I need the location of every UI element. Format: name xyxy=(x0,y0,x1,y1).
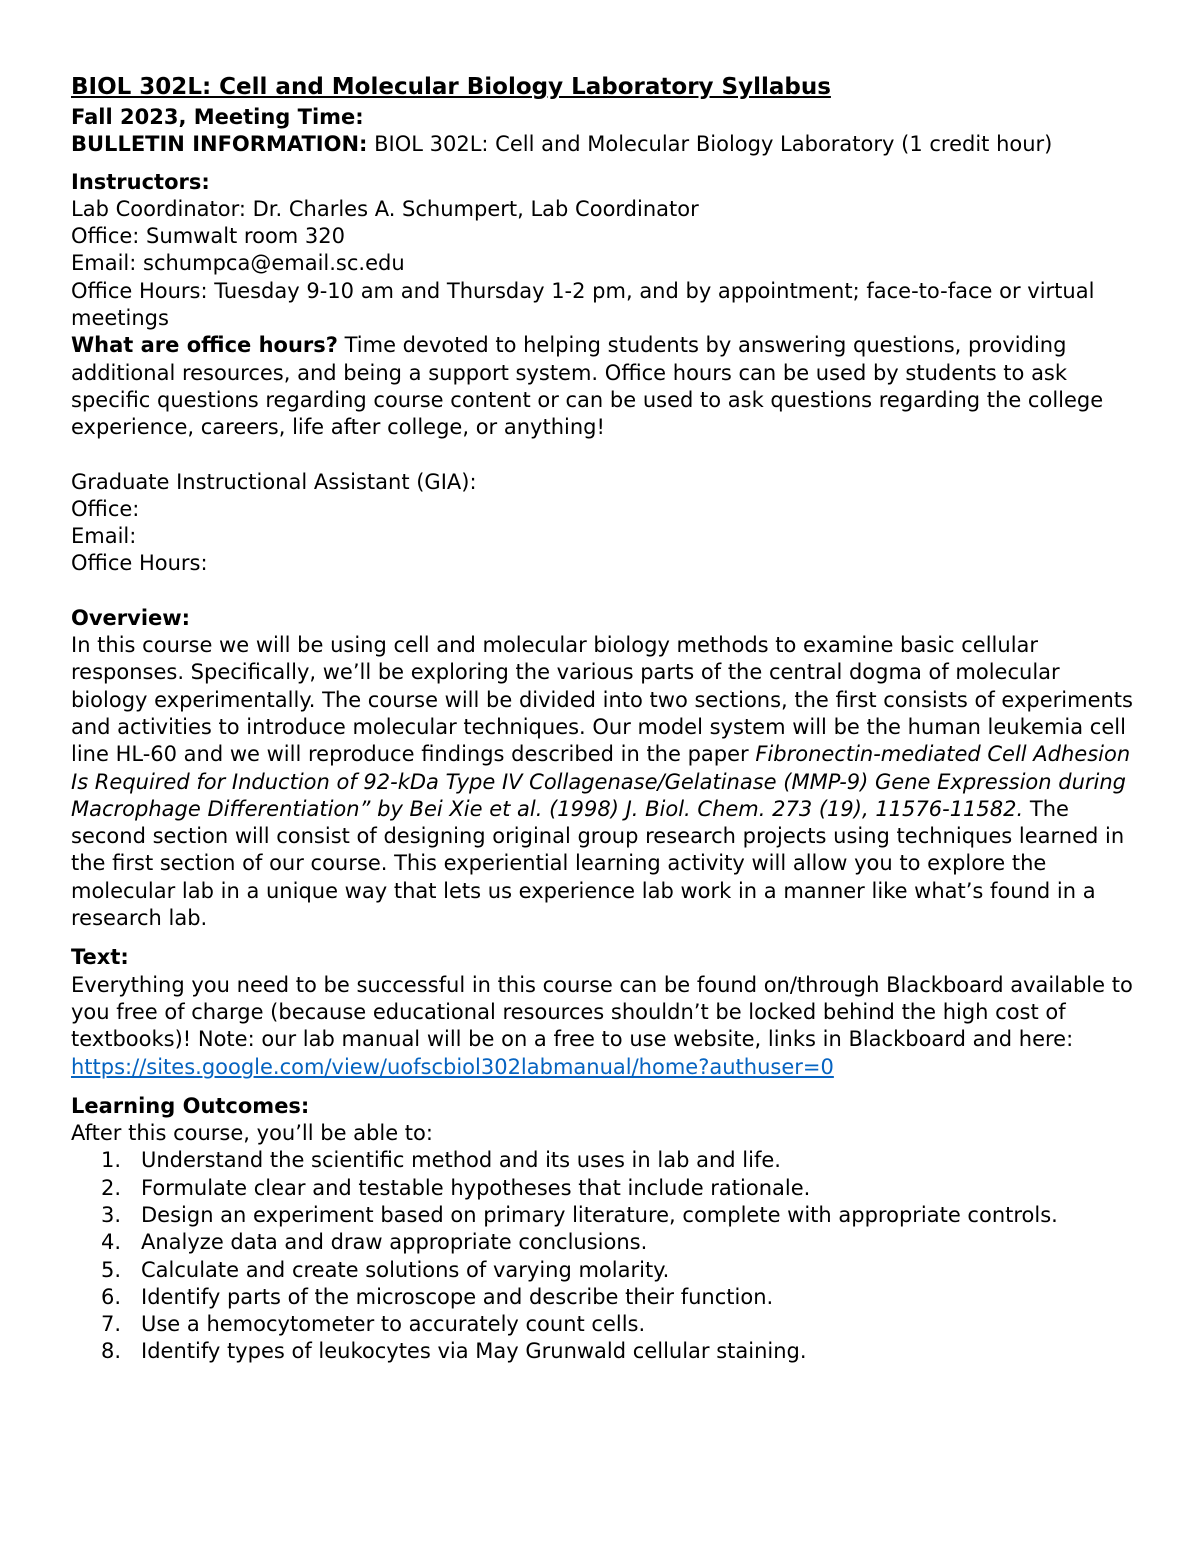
text-paragraph: Everything you need to be successful in this course can be found on/through Blackboard available to you free of charge (because educational resources shouldn’t be locked behind the high cost of textbooks)! Note: our lab manual will be on a free to use website, links in Blackboard and here: xyxy=(71,972,1133,1052)
list-item-text: Formulate clear and testable hypotheses that include rationale. xyxy=(141,1175,811,1200)
office-hours-answer: Time devoted to helping students by answering questions, providing additional resources, and being a support system. Office hours can be used by students to ask specific questions regarding course content or can be used to ask questions regarding the college experience, careers, life after college, or anything! xyxy=(71,333,1104,440)
bulletin-information xyxy=(71,131,1141,158)
overview-text-after: The second section will consist of designing original group research projects using techniques learned in the first section of our course. This experiential learning activity will allow you to explore the molecular lab in a unique way that lets us experience lab work in a manner like what’s found in a research lab. xyxy=(71,796,1125,931)
learning-outcomes-intro: After this course, you’ll be able to: xyxy=(71,1121,433,1146)
list-item xyxy=(101,1202,1141,1229)
instructors-heading: Instructors: xyxy=(71,169,210,194)
instructor-coordinator: Lab Coordinator: Dr. Charles A. Schumpert, Lab Coordinator xyxy=(71,196,699,221)
list-item-text: Identify parts of the microscope and describe their function. xyxy=(141,1284,774,1309)
list-item-text: Use a hemocytometer to accurately count cells. xyxy=(141,1312,646,1337)
learning-outcomes-heading: Learning Outcomes: xyxy=(71,1093,310,1118)
list-item xyxy=(101,1175,1141,1202)
gia-email: Email: xyxy=(71,524,137,549)
overview-citation: Fibronectin-mediated Cell Adhesion Is Required for Induction of 92-kDa Type IV Collagenase/Gelatinase (MMP-9) Gene Expression during Macrophage Differentiation” by Bei Xie et al. (1998) J. Biol. Chem. 273 (19), 11576-11582. xyxy=(71,742,1131,821)
list-item xyxy=(101,1257,1141,1284)
list-item xyxy=(101,1338,1141,1365)
list-item-number: 7. xyxy=(101,1312,122,1337)
gia-office: Office: xyxy=(71,496,140,521)
lab-manual-link[interactable]: https://sites.google.com/view/uofscbiol302labmanual/home?authuser=0 xyxy=(71,1054,834,1079)
list-item-number: 2. xyxy=(101,1175,122,1200)
list-item xyxy=(101,1311,1141,1338)
list-item-text: Identify types of leukocytes via May Grunwald cellular staining. xyxy=(141,1339,807,1364)
instructor-office: Office: Sumwalt room 320 xyxy=(71,224,346,249)
list-item xyxy=(101,1147,1141,1174)
overview-text-before: In this course we will be using cell and molecular biology methods to examine basic cellular responses. Specifically, we’ll be exploring the various parts of the central dogma of molecular biology experimentally. The course will be divided into two sections, the first consists of experiments and activities to introduce molecular techniques. Our model system will be the human leukemia cell line HL-60 and we will reproduce findings described in the paper xyxy=(71,633,1133,767)
instructor-office-hours: Office Hours: Tuesday 9-10 am and Thursday 1-2 pm, and by appointment; face-to-face or virtual meetings xyxy=(71,278,1095,331)
text-heading: Text: xyxy=(71,945,129,970)
gia-office-hours: Office Hours: xyxy=(71,551,208,576)
list-item xyxy=(101,1229,1141,1256)
office-hours-explanation xyxy=(71,332,1141,441)
list-item-number: 8. xyxy=(101,1339,122,1364)
list-item-number: 5. xyxy=(101,1257,122,1282)
bulletin-label: BULLETIN INFORMATION: xyxy=(71,132,368,157)
instructor-email: Email: schumpca@email.sc.edu xyxy=(71,251,405,276)
list-item-number: 4. xyxy=(101,1230,122,1255)
syllabus-page xyxy=(71,70,1141,1366)
list-item-text: Calculate and create solutions of varying molarity. xyxy=(141,1257,670,1282)
page-title: BIOL 302L: Cell and Molecular Biology Laboratory Syllabus xyxy=(71,74,831,100)
office-hours-question: What are office hours? xyxy=(71,333,338,358)
overview-paragraph xyxy=(71,632,1141,932)
list-item-text: Analyze data and draw appropriate conclusions. xyxy=(141,1230,648,1255)
list-item-number: 6. xyxy=(101,1284,122,1309)
overview-heading: Overview: xyxy=(71,605,191,630)
learning-outcomes-list xyxy=(71,1147,1141,1365)
list-item-text: Understand the scientific method and its uses in lab and life. xyxy=(141,1148,781,1173)
list-item-text: Design an experiment based on primary literature, complete with appropriate controls. xyxy=(141,1202,1058,1227)
bulletin-text: BIOL 302L: Cell and Molecular Biology Laboratory (1 credit hour) xyxy=(367,132,1053,157)
term-line: Fall 2023, Meeting Time: xyxy=(71,105,364,129)
list-item-number: 3. xyxy=(101,1202,122,1227)
gia-heading: Graduate Instructional Assistant (GIA): xyxy=(71,469,477,494)
list-item-number: 1. xyxy=(101,1148,122,1173)
list-item xyxy=(101,1284,1141,1311)
